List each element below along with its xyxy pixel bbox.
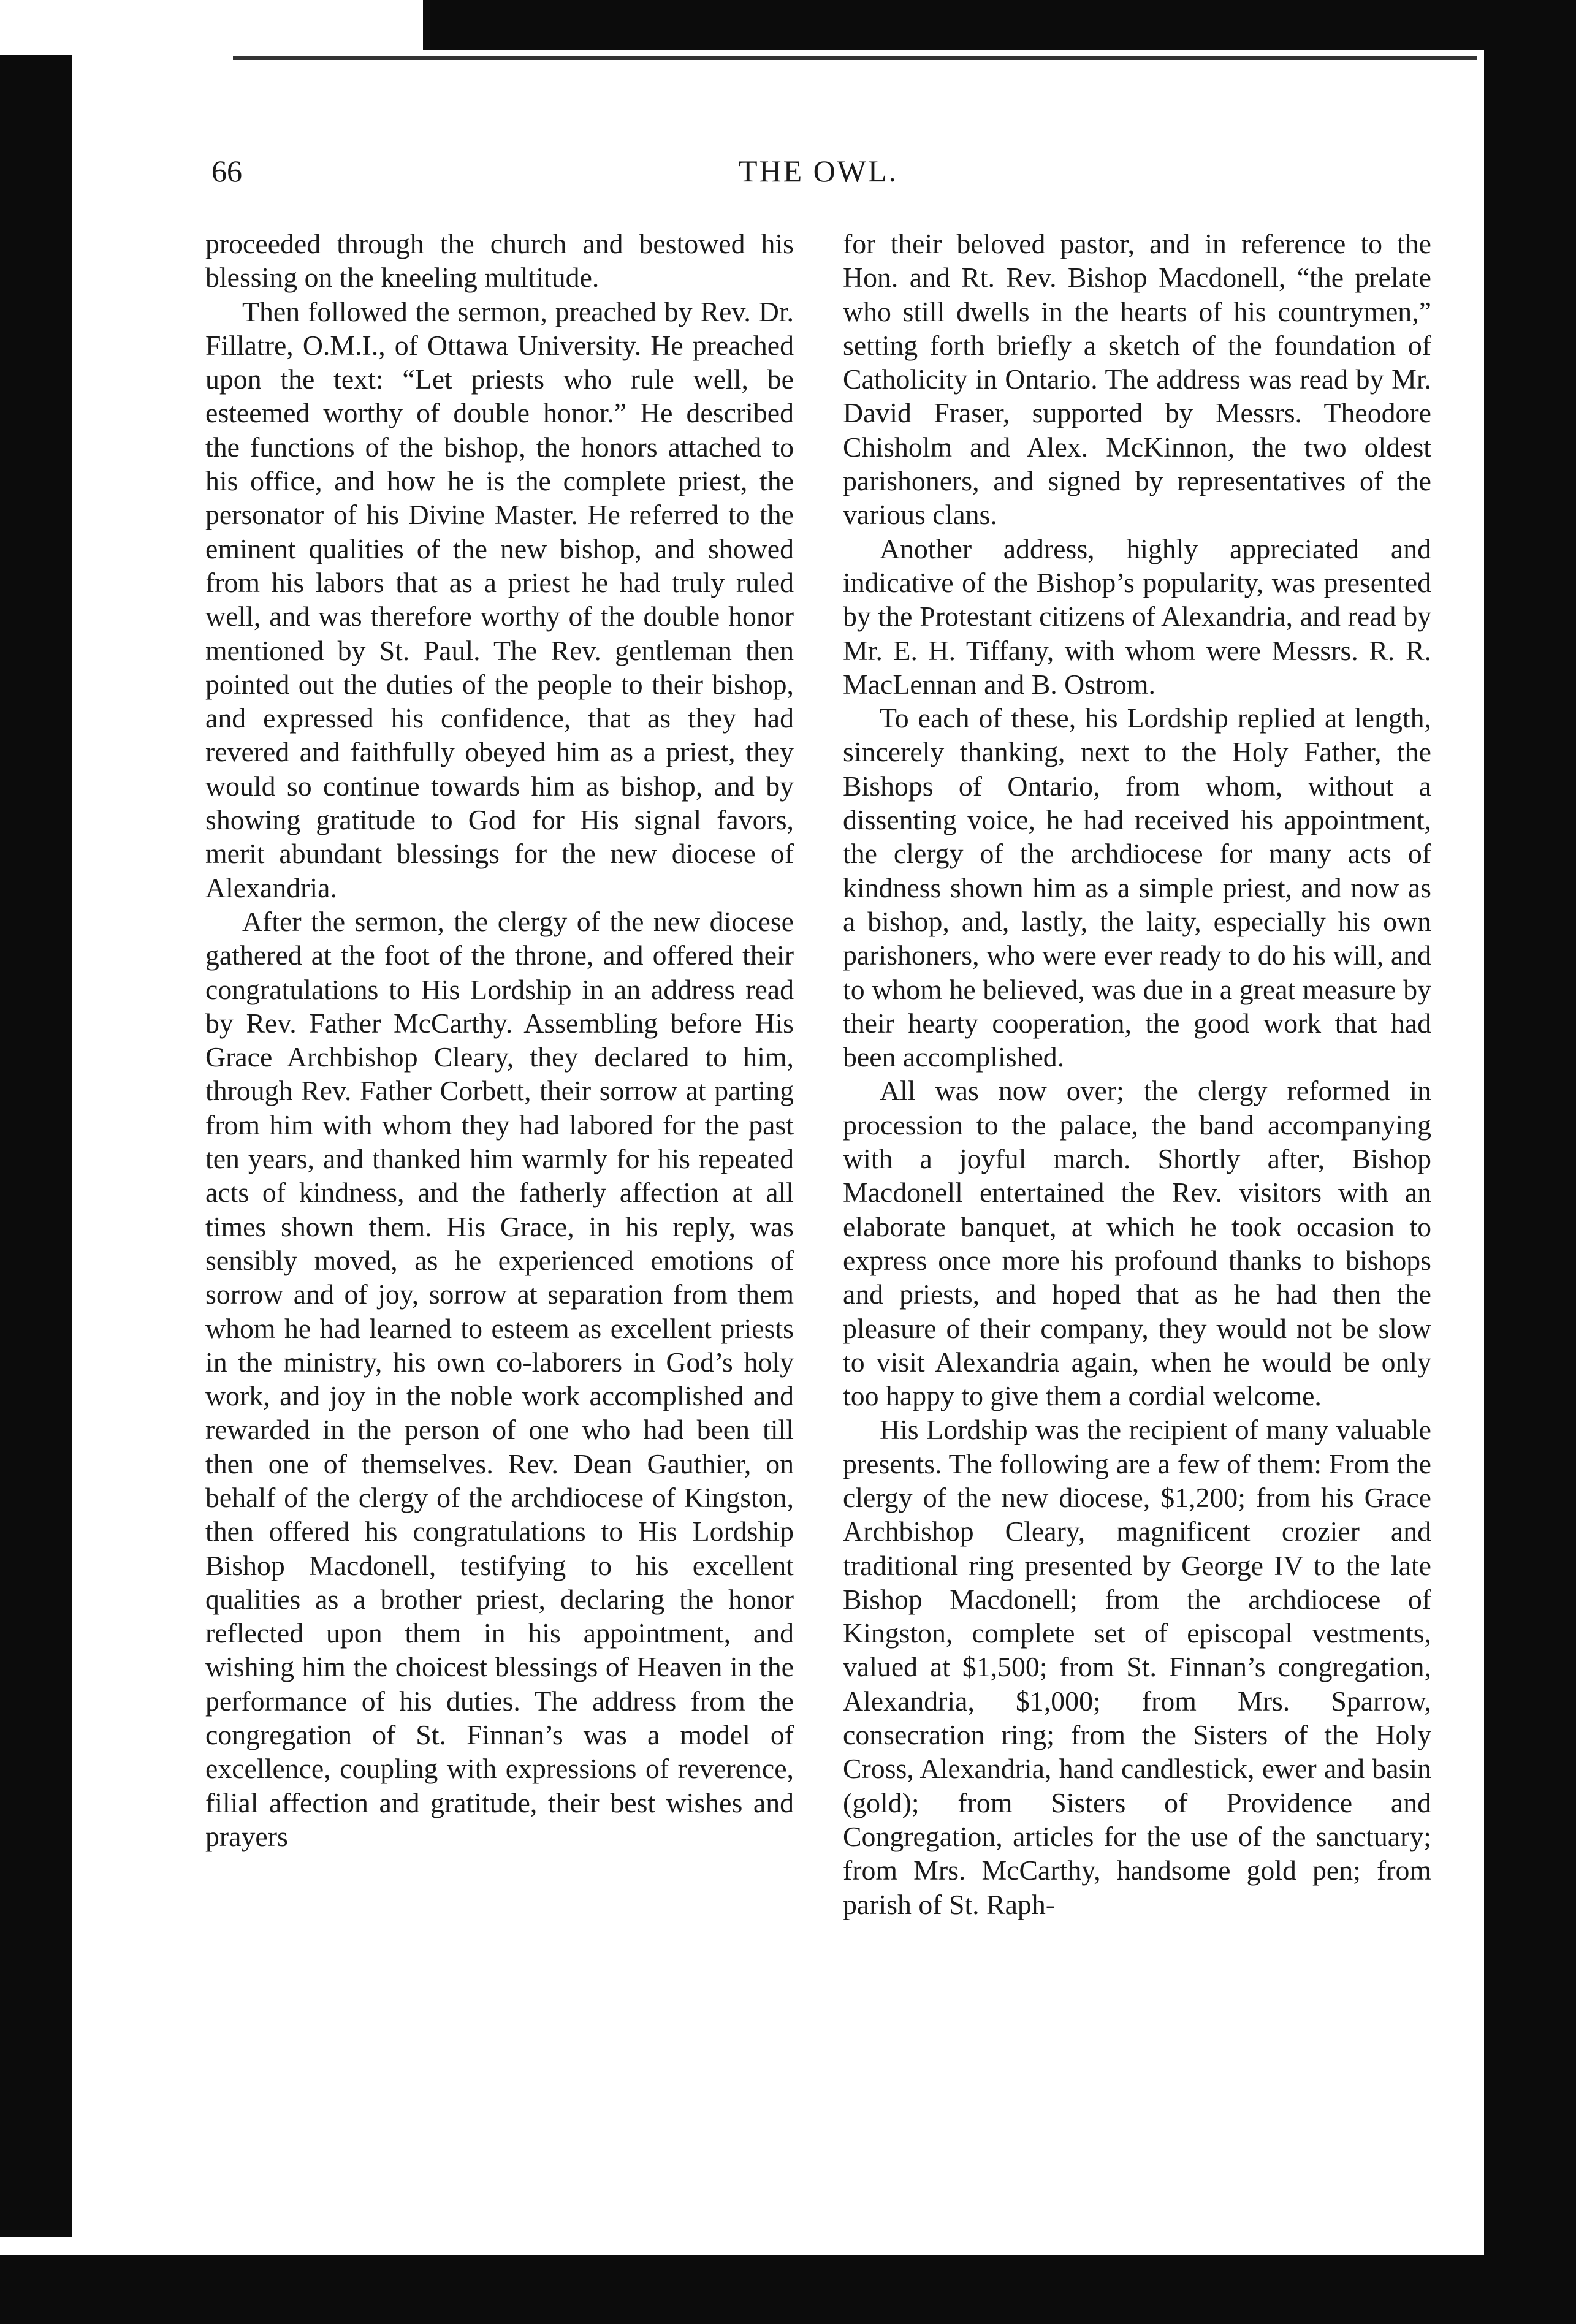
page <box>205 147 1431 2219</box>
running-header <box>205 147 1431 215</box>
journal-title: THE OWL. <box>738 154 899 188</box>
page-number: 66 <box>211 154 242 188</box>
paragraph: Another address, highly appreciated and indicative of the Bishop’s popularity, was presented by the Protestant citizens of Alexandria, and read by Mr. E. H. Tiffany, with whom were Messrs. R. R. MacLennan and B. Ostrom. <box>843 533 1431 700</box>
paragraph: proceeded through the church and bestowed his blessing on the kneeling multitude. <box>205 228 794 294</box>
top-rule <box>233 56 1477 60</box>
text-columns <box>205 227 1431 1921</box>
paragraph: for their beloved pastor, and in reference to the Hon. and Rt. Rev. Bishop Macdonell, “the prelate who still dwells in the hearts of his countrymen,” setting forth briefly a sketch of the foundation of Catholicity in Ontario. The address was read by Mr. David Fraser, supported by Messrs. Theodore Chisholm and Alex. McKinnon, the two oldest parishoners, and signed by representatives of the various clans. <box>843 228 1431 531</box>
scan-border-left <box>0 55 72 2237</box>
right-column <box>843 227 1431 1921</box>
left-column <box>205 227 794 1921</box>
paragraph: All was now over; the clergy reformed in procession to the palace, the band accompanying with a joyful march. Shortly after, Bishop Macdonell entertained the Rev. visitors with an elaborate banquet, at which he took occasion to express once more his profound thanks to bishops and priests, and hoped that as he had then the pleasure of their company, they would not be slow to visit Alexandria again, when he would be only too happy to give them a cordial welcome. <box>843 1075 1431 1412</box>
paragraph: His Lordship was the recipient of many valuable presents. The following are a few of them: From the clergy of the new diocese, $1,200; from his Grace Archbishop Cleary, magnificent crozier and traditional ring presented by George IV to the late Bishop Macdonell; from the archdiocese of Kingston, complete set of episcopal vestments, valued at $1,500; from St. Finnan’s congregation, Alexandria, $1,000; from Mrs. Sparrow, consecration ring; from the Sisters of the Holy Cross, Alexandria, hand candlestick, ewer and basin (gold); from Sisters of Providence and Congregation, articles for the use of the sanctuary; from Mrs. McCarthy, handsome gold pen; from parish of St. Raph- <box>843 1414 1431 1920</box>
paragraph: Then followed the sermon, preached by Rev. Dr. Fillatre, O.M.I., of Ottawa University. He preached upon the text: “Let priests who rule well, be esteemed worthy of double honor.” He described the functions of the bishop, the honors attached to his office, and how he is the complete priest, the personator of his Divine Master. He referred to the eminent qualities of the new bishop, and showed from his labors that as a priest he had truly ruled well, and was therefore worthy of the double honor mentioned by St. Paul. The Rev. gentleman then pointed out the duties of the people to their bishop, and expressed his confidence, that as they had revered and faithfully obeyed him as a priest, they would so continue towards him as bishop, and by showing gratitude to God for His signal favors, merit abundant blessings for the new diocese of Alexandria. <box>205 295 794 903</box>
paragraph: After the sermon, the clergy of the new diocese gathered at the foot of the throne, and offered their congratulations to His Lordship in an address read by Rev. Father McCarthy. Assembling before His Grace Archbishop Cleary, they declared to him, through Rev. Father Corbett, their sorrow at parting from him with whom they had labored for the past ten years, and thanked him warmly for his repeated acts of kindness, and the fatherly affection at all times shown them. His Grace, in his reply, was sensibly moved, as he experienced emotions of sorrow and of joy, sorrow at separation from them whom he had learned to esteem as excellent priests in the ministry, his own co-laborers in God’s holy work, and joy in the noble work accomplished and rewarded in the person of one who had been till then one of themselves. Rev. Dean Gauthier, on behalf of the clergy of the archdiocese of Kingston, then offered his congratulations to His Lordship Bishop Macdonell, testifying to his excellent qualities as a brother priest, declaring the honor reflected upon them in his appointment, and wishing him the choicest blessings of Heaven in the performance of his duties. The address from the congregation of St. Finnan’s was a model of excellence, coupling with expressions of reverence, filial affection and gratitude, their best wishes and prayers <box>205 905 794 1852</box>
scan-border-top <box>423 0 1576 50</box>
scan-border-right <box>1484 0 1576 2324</box>
scan-border-bottom <box>0 2255 1576 2324</box>
paragraph: To each of these, his Lordship replied at length, sincerely thanking, next to the Holy Father, the Bishops of Ontario, from whom, without a dissenting voice, he had received his appointment, the clergy of the archdiocese for many acts of kindness shown him as a simple priest, and now as a bishop, and, lastly, the laity, especially his own parishoners, who were ever ready to do his will, and to whom he believed, was due in a great measure by their hearty cooperation, the good work that had been accomplished. <box>843 702 1431 1073</box>
